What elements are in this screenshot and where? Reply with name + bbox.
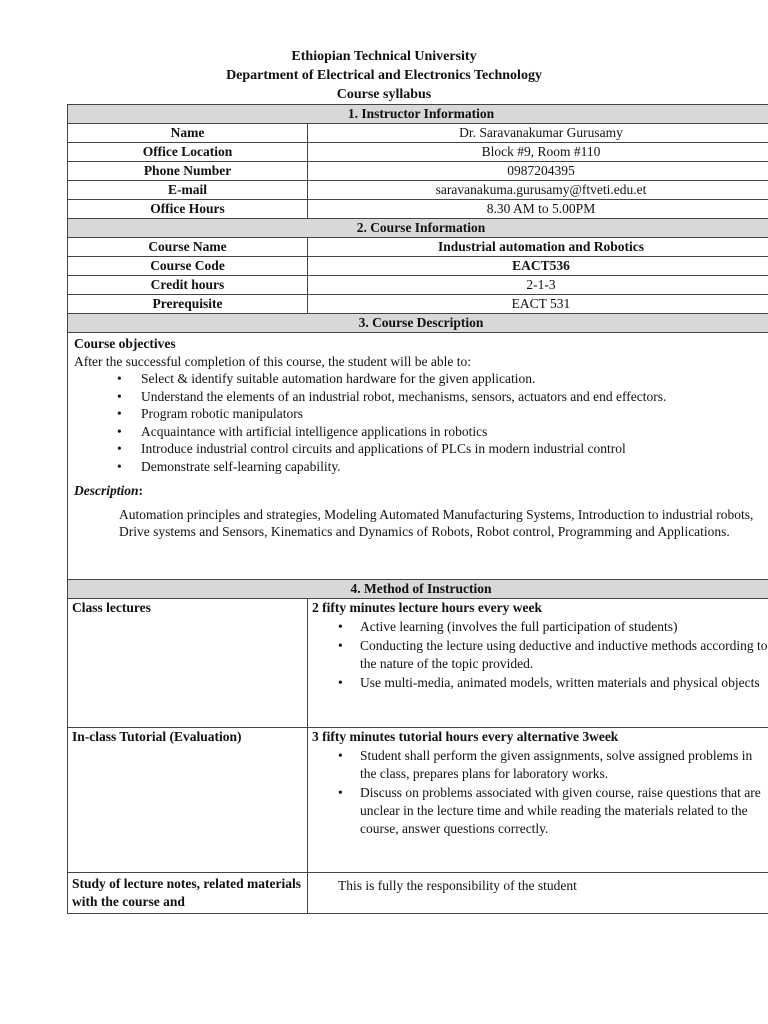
section-course-description: 3. Course Description <box>68 314 768 333</box>
table-row <box>68 873 768 914</box>
list-item: • Acquaintance with artificial intelligence applications in robotics <box>141 423 768 441</box>
office-location-value: Block #9, Room #110 <box>308 143 768 162</box>
phone-number-value: 0987204395 <box>308 162 768 181</box>
in-class-tutorial-details <box>308 728 768 873</box>
description-heading: Description <box>74 483 139 498</box>
list-item: • Discuss on problems associated with given course, raise questions that are unclear in the lecture time and while reading the materials related to the course, answer questions correctly. <box>360 784 768 838</box>
list-item: • Understand the elements of an industrial robot, mechanisms, sensors, actuators and end effectors. <box>141 388 768 406</box>
class-lectures-details <box>308 599 768 728</box>
class-lectures-heading: 2 fifty minutes lecture hours every week <box>312 600 542 615</box>
study-lecture-notes-details <box>308 873 768 914</box>
document-title: Course syllabus <box>336 87 432 102</box>
table-row <box>68 200 768 219</box>
table-row <box>68 276 768 295</box>
table-row <box>68 162 768 181</box>
credit-hours-value: 2-1-3 <box>308 276 768 295</box>
description-text: Automation principles and strategies, Modeling Automated Manufacturing Systems, Introduction to industrial robots, Drive systems and Sensors, Kinematics and Dynamics of Robots, Robot control, Programming and Applications. <box>119 506 754 539</box>
section-method-of-instruction: 4. Method of Instruction <box>68 580 768 599</box>
table-row <box>68 143 768 162</box>
table-row <box>68 181 768 200</box>
credit-hours-label: Credit hours <box>68 276 308 295</box>
list-item: • Use multi-media, animated models, written materials and physical objects <box>360 674 768 692</box>
prerequisite-label: Prerequisite <box>68 295 308 314</box>
objectives-intro: After the successful completion of this course, the student will be able to: <box>74 353 472 369</box>
list-item: • Introduce industrial control circuits and applications of PLCs in modern industrial control <box>141 440 768 458</box>
description-colon: : <box>138 483 144 498</box>
course-code-label: Course Code <box>68 257 308 276</box>
section-instructor-information: 1. Instructor Information <box>68 105 768 124</box>
office-hours-value: 8.30 AM to 5.00PM <box>308 200 768 219</box>
name-label: Name <box>68 124 308 143</box>
class-lectures-label: Class lectures <box>68 599 308 728</box>
table-row <box>68 728 768 873</box>
list-item: • Active learning (involves the full participation of students) <box>360 618 768 636</box>
course-name-value: Industrial automation and Robotics <box>308 238 768 257</box>
email-label: E-mail <box>68 181 308 200</box>
office-hours-label: Office Hours <box>68 200 308 219</box>
in-class-tutorial-heading: 3 fifty minutes tutorial hours every alternative 3week <box>312 729 619 744</box>
objectives-heading: Course objectives <box>74 336 176 351</box>
table-row <box>68 124 768 143</box>
office-location-label: Office Location <box>68 143 308 162</box>
list-item: • Student shall perform the given assignments, solve assigned problems in the class, prepares plans for laboratory works. <box>360 747 768 783</box>
list-item: • Select & identify suitable automation hardware for the given application. <box>141 370 768 388</box>
email-value: saravanakuma.gurusamy@ftveti.edu.et <box>308 181 768 200</box>
in-class-tutorial-label: In-class Tutorial (Evaluation) <box>68 728 308 873</box>
study-lecture-notes-text: This is fully the responsibility of the student <box>338 878 577 893</box>
table-row <box>68 295 768 314</box>
table-row <box>68 238 768 257</box>
list-item: • Conducting the lecture using deductive and inductive methods according to the nature of the topic provided. <box>360 637 768 673</box>
name-value: Dr. Saravanakumar Gurusamy <box>308 124 768 143</box>
list-item: • Demonstrate self-learning capability. <box>141 458 768 476</box>
syllabus-table <box>67 104 768 914</box>
objectives-list <box>74 370 768 475</box>
class-lectures-list <box>312 618 768 692</box>
university-title: Ethiopian Technical University <box>291 49 477 64</box>
course-description-cell <box>68 333 768 580</box>
course-code-value: EACT536 <box>308 257 768 276</box>
section-course-information: 2. Course Information <box>68 219 768 238</box>
department-title: Department of Electrical and Electronics Technology <box>226 68 542 83</box>
phone-number-label: Phone Number <box>68 162 308 181</box>
in-class-tutorial-list <box>312 747 768 838</box>
prerequisite-value: EACT 531 <box>308 295 768 314</box>
table-row <box>68 599 768 728</box>
study-lecture-notes-label: Study of lecture notes, related materials with the course and <box>68 873 308 914</box>
table-row <box>68 257 768 276</box>
list-item: • Program robotic manipulators <box>141 405 768 423</box>
course-name-label: Course Name <box>68 238 308 257</box>
